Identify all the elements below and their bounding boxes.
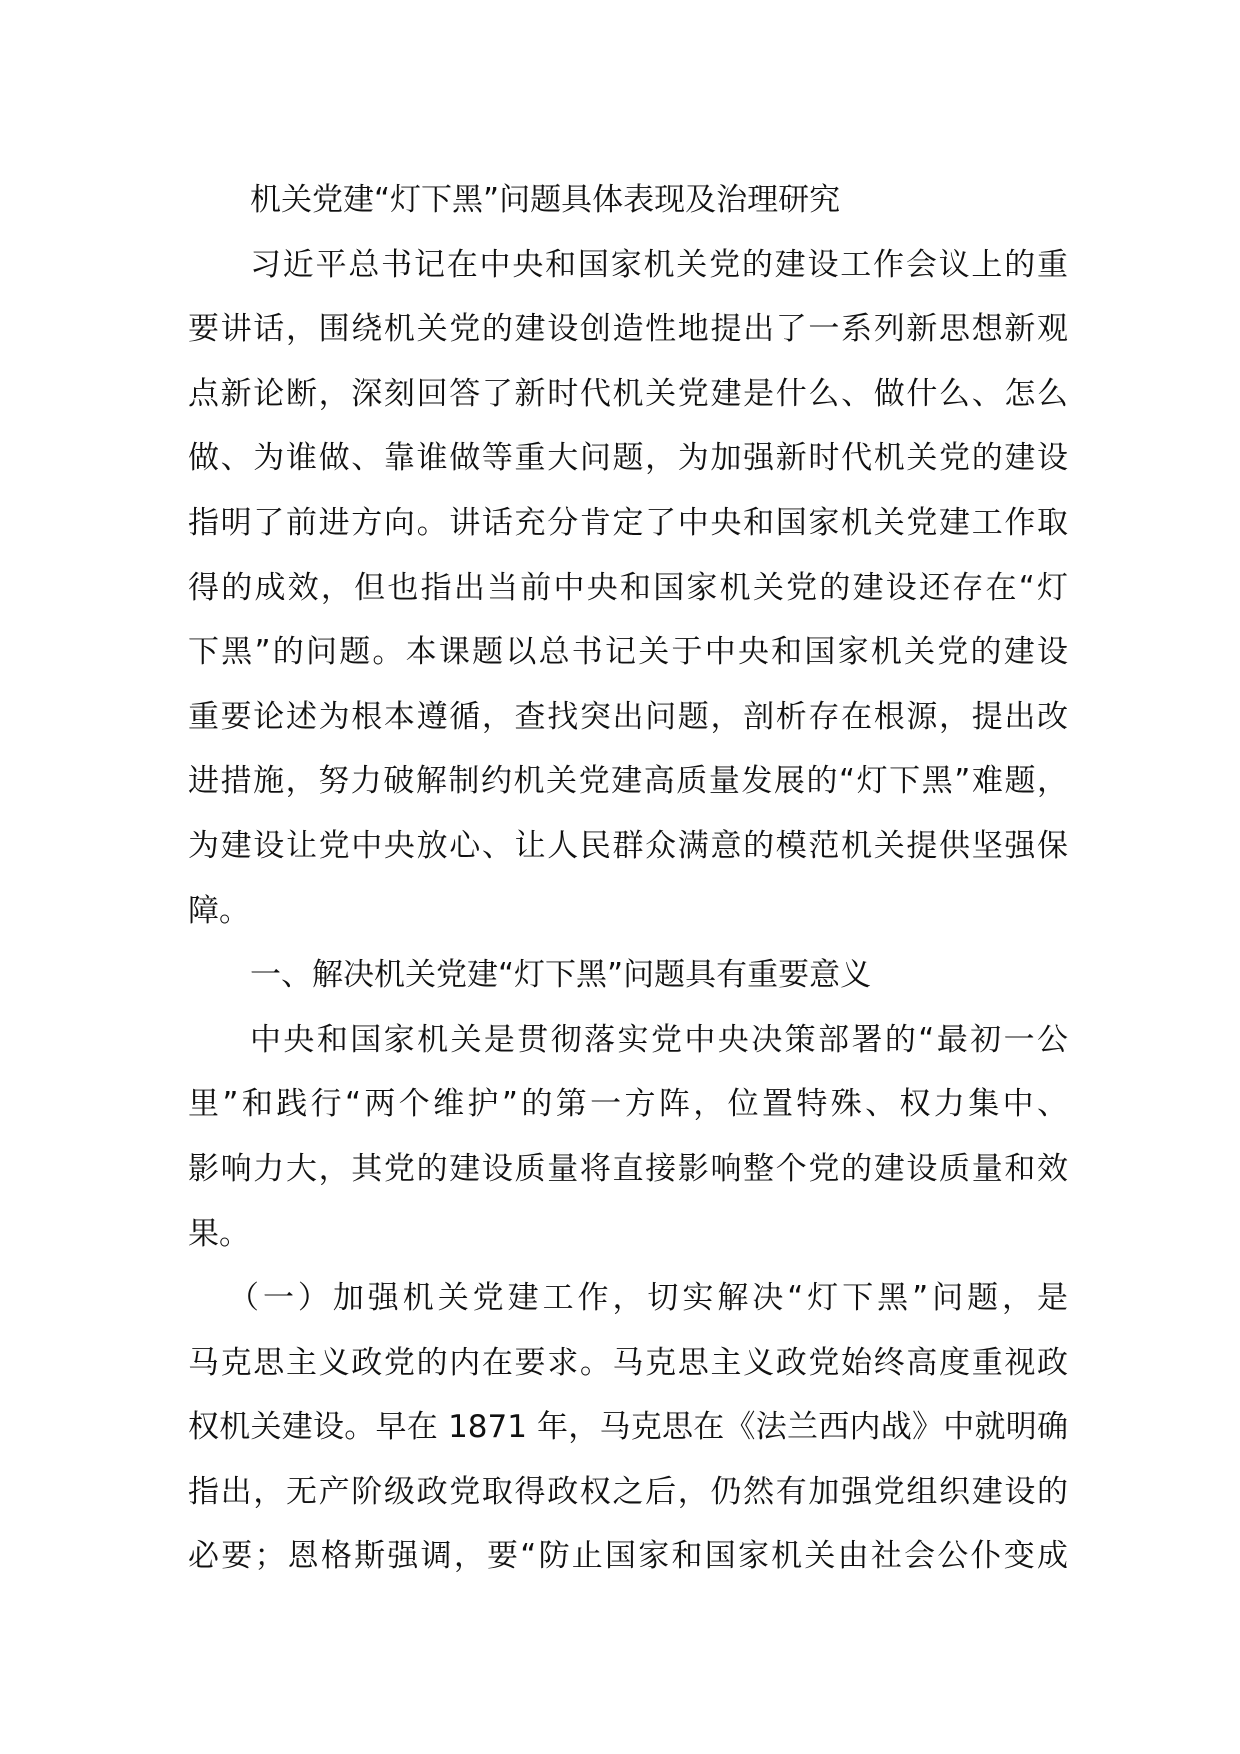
paragraph-significance <box>188 1008 1068 1266</box>
document-body <box>188 168 1068 1589</box>
text-line: 障。 <box>188 892 250 929</box>
paragraph-intro <box>188 233 1068 944</box>
document-title: 机关党建“灯下黑”问题具体表现及治理研究 <box>250 182 841 218</box>
text-line: 影响力大，其党的建设质量将直接影响整个党的建设质量和效 <box>188 1150 1068 1187</box>
text-line: 必要；恩格斯强调，要“防止国家和国家机关由社会公仆变成 <box>188 1538 1068 1575</box>
text-line: 得的成效，但也指出当前中央和国家机关党的建设还存在“灯 <box>188 569 1068 606</box>
text-line: 下黑”的问题。本课题以总书记关于中央和国家机关党的建设 <box>188 634 1068 671</box>
text-line: 点新论断，深刻回答了新时代机关党建是什么、做什么、怎么 <box>188 375 1068 412</box>
text-line: 为建设让党中央放心、让人民群众满意的模范机关提供坚强保 <box>188 827 1068 864</box>
section-heading: 一、解决机关党建“灯下黑”问题具有重要意义 <box>250 957 872 994</box>
text-line: 做、为谁做、靠谁做等重大问题，为加强新时代机关党的建设 <box>188 440 1068 477</box>
text-line: 里”和践行“两个维护”的第一方阵，位置特殊、权力集中、 <box>188 1086 1068 1123</box>
text-line: 指出，无产阶级政党取得政权之后，仍然有加强党组织建设的 <box>188 1473 1068 1510</box>
text-line: 马克思主义政党的内在要求。马克思主义政党始终高度重视政 <box>188 1344 1068 1381</box>
paragraph-marxist-requirement <box>188 1266 1068 1589</box>
text-line: 权机关建设。早在 1871 年，马克思在《法兰西内战》中就明确 <box>188 1409 1068 1446</box>
text-line: 要讲话，围绕机关党的建设创造性地提出了一系列新思想新观 <box>188 311 1068 348</box>
text-line: 果。 <box>188 1215 250 1252</box>
text-line: 指明了前进方向。讲话充分肯定了中央和国家机关党建工作取 <box>188 504 1068 541</box>
text-line: （一）加强机关党建工作，切实解决“灯下黑”问题，是 <box>228 1280 1068 1317</box>
text-line: 重要论述为根本遵循，查找突出问题，剖析存在根源，提出改 <box>188 698 1068 735</box>
text-line: 中央和国家机关是贯彻落实党中央决策部署的“最初一公 <box>250 1021 1068 1058</box>
text-line: 进措施，努力破解制约机关党建高质量发展的“灯下黑”难题， <box>188 763 1068 800</box>
text-line: 习近平总书记在中央和国家机关党的建设工作会议上的重 <box>250 246 1068 283</box>
